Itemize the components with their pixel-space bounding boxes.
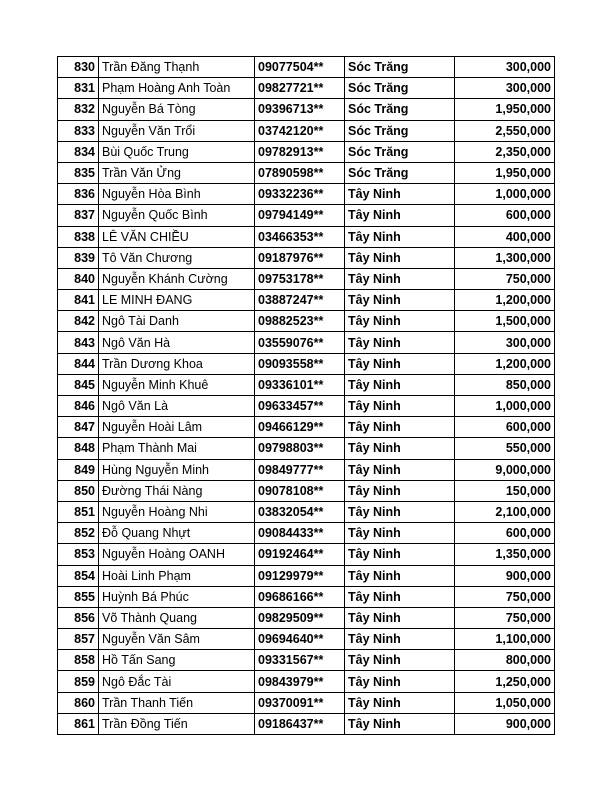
province-cell: Tây Ninh [345,311,455,332]
row-number-cell: 840 [58,268,99,289]
row-number-cell: 851 [58,501,99,522]
province-cell: Tây Ninh [345,607,455,628]
province-cell: Sóc Trăng [345,162,455,183]
row-number-cell: 830 [58,57,99,78]
donor-name-cell: Hoài Linh Phạm [99,565,255,586]
amount-cell: 9,000,000 [455,459,555,480]
province-cell: Tây Ninh [345,692,455,713]
amount-cell: 150,000 [455,480,555,501]
donor-name-cell: Ngô Văn Là [99,396,255,417]
row-number-cell: 835 [58,162,99,183]
table-row [58,459,555,480]
donor-name-cell: LE MINH ĐANG [99,290,255,311]
table-row [58,99,555,120]
donor-name-cell: Trần Dương Khoa [99,353,255,374]
row-number-cell: 834 [58,141,99,162]
donor-name-cell: Nguyễn Quốc Bình [99,205,255,226]
amount-cell: 900,000 [455,713,555,734]
donor-name-cell: Nguyễn Hòa Bình [99,184,255,205]
province-cell: Tây Ninh [345,268,455,289]
phone-cell: 09396713** [255,99,345,120]
amount-cell: 1,250,000 [455,671,555,692]
table-row [58,290,555,311]
table-row [58,78,555,99]
donor-name-cell: Nguyễn Bá Tòng [99,99,255,120]
province-cell: Tây Ninh [345,226,455,247]
table-row [58,671,555,692]
province-cell: Tây Ninh [345,629,455,650]
row-number-cell: 854 [58,565,99,586]
phone-cell: 09187976** [255,247,345,268]
phone-cell: 09129979** [255,565,345,586]
row-number-cell: 850 [58,480,99,501]
phone-cell: 09753178** [255,268,345,289]
amount-cell: 1,100,000 [455,629,555,650]
phone-cell: 09782913** [255,141,345,162]
province-cell: Tây Ninh [345,247,455,268]
row-number-cell: 856 [58,607,99,628]
row-number-cell: 855 [58,586,99,607]
phone-cell: 03559076** [255,332,345,353]
province-cell: Tây Ninh [345,523,455,544]
donor-name-cell: Ngô Đắc Tài [99,671,255,692]
donor-name-cell: Nguyễn Hoàng OANH [99,544,255,565]
phone-cell: 09827721** [255,78,345,99]
donor-name-cell: LÊ VĂN CHIỀU [99,226,255,247]
table-row [58,544,555,565]
province-cell: Sóc Trăng [345,141,455,162]
province-cell: Tây Ninh [345,374,455,395]
donor-name-cell: Nguyễn Hoài Lâm [99,417,255,438]
amount-cell: 1,950,000 [455,162,555,183]
province-cell: Tây Ninh [345,417,455,438]
amount-cell: 2,550,000 [455,120,555,141]
table-row [58,353,555,374]
phone-cell: 09843979** [255,671,345,692]
donor-name-cell: Tô Văn Chương [99,247,255,268]
donor-name-cell: Đường Thái Nàng [99,480,255,501]
row-number-cell: 860 [58,692,99,713]
phone-cell: 09077504** [255,57,345,78]
donation-table [57,56,555,735]
donor-name-cell: Phạm Thành Mai [99,438,255,459]
amount-cell: 900,000 [455,565,555,586]
row-number-cell: 861 [58,713,99,734]
amount-cell: 750,000 [455,268,555,289]
phone-cell: 07890598** [255,162,345,183]
row-number-cell: 832 [58,99,99,120]
donor-name-cell: Bùi Quốc Trung [99,141,255,162]
row-number-cell: 836 [58,184,99,205]
amount-cell: 1,500,000 [455,311,555,332]
phone-cell: 09186437** [255,713,345,734]
amount-cell: 1,950,000 [455,99,555,120]
donor-name-cell: Nguyễn Khánh Cường [99,268,255,289]
amount-cell: 1,200,000 [455,290,555,311]
row-number-cell: 853 [58,544,99,565]
province-cell: Tây Ninh [345,544,455,565]
donor-name-cell: Nguyễn Minh Khuê [99,374,255,395]
province-cell: Tây Ninh [345,713,455,734]
province-cell: Tây Ninh [345,565,455,586]
phone-cell: 09084433** [255,523,345,544]
row-number-cell: 852 [58,523,99,544]
province-cell: Tây Ninh [345,438,455,459]
table-row [58,629,555,650]
table-row [58,523,555,544]
table-row [58,607,555,628]
phone-cell: 09093558** [255,353,345,374]
table-row [58,417,555,438]
phone-cell: 09633457** [255,396,345,417]
row-number-cell: 841 [58,290,99,311]
province-cell: Sóc Trăng [345,99,455,120]
amount-cell: 2,350,000 [455,141,555,162]
amount-cell: 300,000 [455,57,555,78]
phone-cell: 09078108** [255,480,345,501]
donor-name-cell: Hùng Nguyễn Minh [99,459,255,480]
amount-cell: 550,000 [455,438,555,459]
donor-name-cell: Võ Thành Quang [99,607,255,628]
donor-name-cell: Nguyễn Văn Sâm [99,629,255,650]
province-cell: Tây Ninh [345,586,455,607]
amount-cell: 800,000 [455,650,555,671]
table-row [58,332,555,353]
row-number-cell: 859 [58,671,99,692]
donor-name-cell: Trần Đồng Tiến [99,713,255,734]
table-row [58,226,555,247]
donor-name-cell: Trần Văn Ửng [99,162,255,183]
row-number-cell: 849 [58,459,99,480]
row-number-cell: 847 [58,417,99,438]
amount-cell: 1,000,000 [455,184,555,205]
phone-cell: 09331567** [255,650,345,671]
phone-cell: 09882523** [255,311,345,332]
phone-cell: 09192464** [255,544,345,565]
row-number-cell: 845 [58,374,99,395]
amount-cell: 600,000 [455,523,555,544]
amount-cell: 1,200,000 [455,353,555,374]
province-cell: Tây Ninh [345,353,455,374]
donor-name-cell: Ngô Văn Hà [99,332,255,353]
amount-cell: 750,000 [455,586,555,607]
province-cell: Tây Ninh [345,184,455,205]
table-row [58,396,555,417]
table-row [58,586,555,607]
amount-cell: 1,300,000 [455,247,555,268]
row-number-cell: 842 [58,311,99,332]
phone-cell: 09694640** [255,629,345,650]
row-number-cell: 857 [58,629,99,650]
amount-cell: 600,000 [455,205,555,226]
phone-cell: 03887247** [255,290,345,311]
row-number-cell: 858 [58,650,99,671]
phone-cell: 09829509** [255,607,345,628]
province-cell: Tây Ninh [345,290,455,311]
province-cell: Tây Ninh [345,650,455,671]
table-row [58,120,555,141]
province-cell: Sóc Trăng [345,78,455,99]
table-row [58,57,555,78]
donor-name-cell: Nguyễn Văn Trổi [99,120,255,141]
amount-cell: 850,000 [455,374,555,395]
phone-cell: 03742120** [255,120,345,141]
donor-name-cell: Phạm Hoàng Anh Toàn [99,78,255,99]
row-number-cell: 838 [58,226,99,247]
table-row [58,565,555,586]
table-row [58,713,555,734]
phone-cell: 09849777** [255,459,345,480]
province-cell: Tây Ninh [345,480,455,501]
table-row [58,501,555,522]
amount-cell: 300,000 [455,332,555,353]
phone-cell: 09798803** [255,438,345,459]
row-number-cell: 833 [58,120,99,141]
table-row [58,438,555,459]
table-row [58,650,555,671]
phone-cell: 09686166** [255,586,345,607]
phone-cell: 09794149** [255,205,345,226]
table-row [58,141,555,162]
province-cell: Sóc Trăng [345,57,455,78]
phone-cell: 09370091** [255,692,345,713]
donor-name-cell: Hồ Tấn Sang [99,650,255,671]
province-cell: Tây Ninh [345,459,455,480]
row-number-cell: 839 [58,247,99,268]
amount-cell: 2,100,000 [455,501,555,522]
province-cell: Tây Ninh [345,501,455,522]
phone-cell: 09466129** [255,417,345,438]
province-cell: Tây Ninh [345,671,455,692]
table-row [58,311,555,332]
row-number-cell: 848 [58,438,99,459]
row-number-cell: 844 [58,353,99,374]
province-cell: Sóc Trăng [345,120,455,141]
table-row [58,184,555,205]
table-body [58,57,555,735]
row-number-cell: 843 [58,332,99,353]
amount-cell: 1,050,000 [455,692,555,713]
row-number-cell: 846 [58,396,99,417]
amount-cell: 750,000 [455,607,555,628]
table-row [58,205,555,226]
row-number-cell: 831 [58,78,99,99]
donor-name-cell: Huỳnh Bá Phúc [99,586,255,607]
row-number-cell: 837 [58,205,99,226]
table-row [58,268,555,289]
phone-cell: 09336101** [255,374,345,395]
province-cell: Tây Ninh [345,332,455,353]
table-row [58,480,555,501]
province-cell: Tây Ninh [345,205,455,226]
amount-cell: 300,000 [455,78,555,99]
amount-cell: 1,350,000 [455,544,555,565]
amount-cell: 400,000 [455,226,555,247]
table-row [58,162,555,183]
table-row [58,692,555,713]
province-cell: Tây Ninh [345,396,455,417]
amount-cell: 600,000 [455,417,555,438]
phone-cell: 09332236** [255,184,345,205]
donor-name-cell: Nguyễn Hoàng Nhi [99,501,255,522]
phone-cell: 03832054** [255,501,345,522]
phone-cell: 03466353** [255,226,345,247]
donor-name-cell: Ngô Tài Danh [99,311,255,332]
donor-name-cell: Trần Đăng Thạnh [99,57,255,78]
donor-name-cell: Trần Thanh Tiến [99,692,255,713]
amount-cell: 1,000,000 [455,396,555,417]
table-row [58,374,555,395]
donor-name-cell: Đỗ Quang Nhựt [99,523,255,544]
table-row [58,247,555,268]
